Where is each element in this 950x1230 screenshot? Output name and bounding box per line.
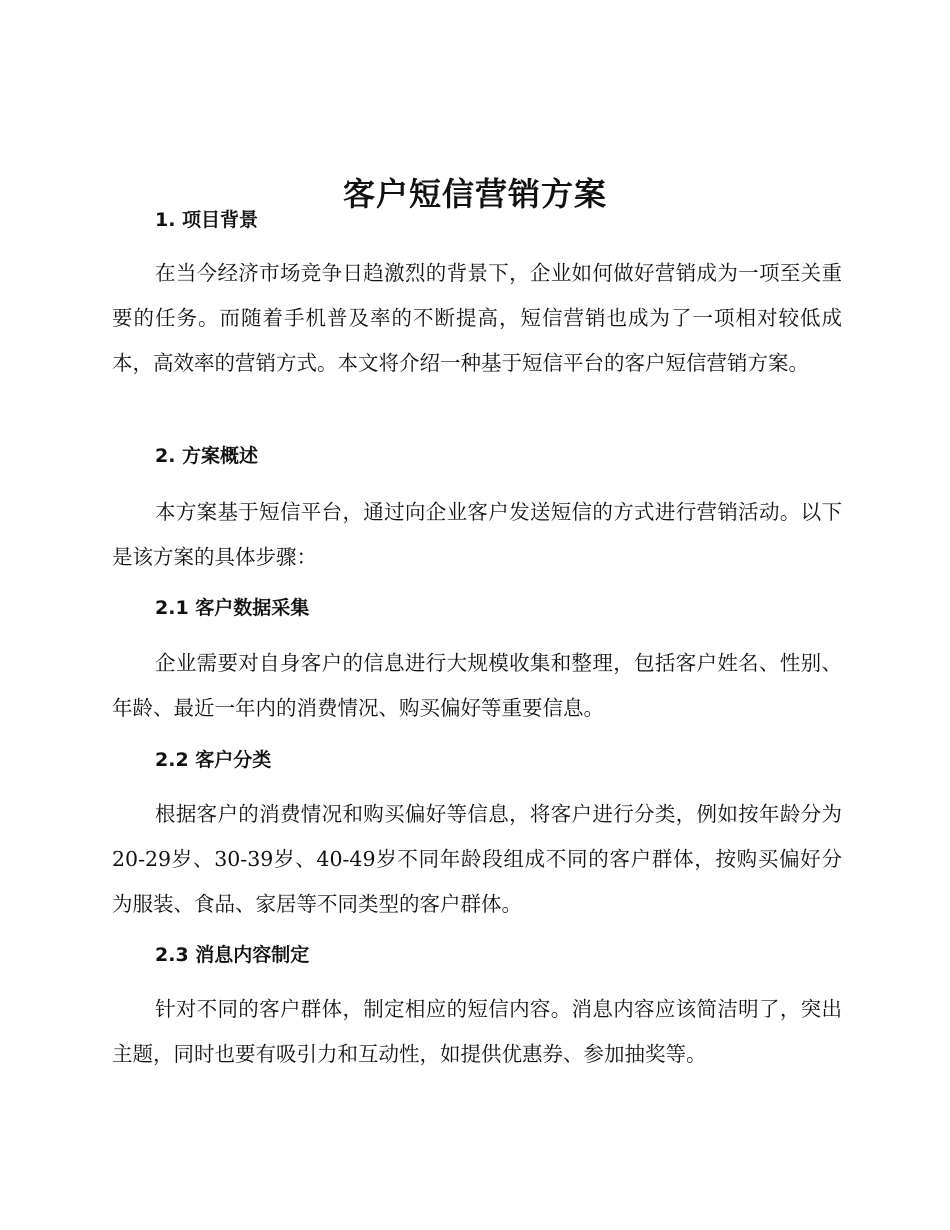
section-heading-message-content: 2.3 消息内容制定 <box>155 944 310 966</box>
section-paragraph-message-content: 针对不同的客户群体，制定相应的短信内容。消息内容应该简洁明了，突出主题，同时也要有吸引力和互动性，如提供优惠券、参加抽奖等。 <box>112 997 842 1066</box>
section-paragraph-project-background: 在当今经济市场竞争日趋激烈的背景下，企业如何做好营销成为一项至关重要的任务。而随着手机普及率的不断提高，短信营销也成为了一项相对较低成本，高效率的营销方式。本文将介绍一种基于短信平台的客户短信营销方案。 <box>112 261 842 375</box>
section-heading-customer-classification: 2.2 客户分类 <box>155 749 272 771</box>
section-heading-plan-overview: 2. 方案概述 <box>155 445 259 467</box>
page-title: 客户短信营销方案 <box>342 175 607 214</box>
section-heading-project-background: 1. 项目背景 <box>155 209 259 231</box>
section-heading-customer-data-collection: 2.1 客户数据采集 <box>155 597 310 619</box>
section-paragraph-customer-data-collection: 企业需要对自身客户的信息进行大规模收集和整理，包括客户姓名、性别、年龄、最近一年内的消费情况、购买偏好等重要信息。 <box>112 651 842 720</box>
section-paragraph-customer-classification: 根据客户的消费情况和购买偏好等信息，将客户进行分类，例如按年龄分为20-29岁、30-39岁、40-49岁不同年龄段组成不同的客户群体，按购买偏好分为服装、食品、家居等不同类型的客户群体。 <box>112 802 842 916</box>
section-paragraph-plan-overview: 本方案基于短信平台，通过向企业客户发送短信的方式进行营销活动。以下是该方案的具体步骤： <box>112 500 842 569</box>
